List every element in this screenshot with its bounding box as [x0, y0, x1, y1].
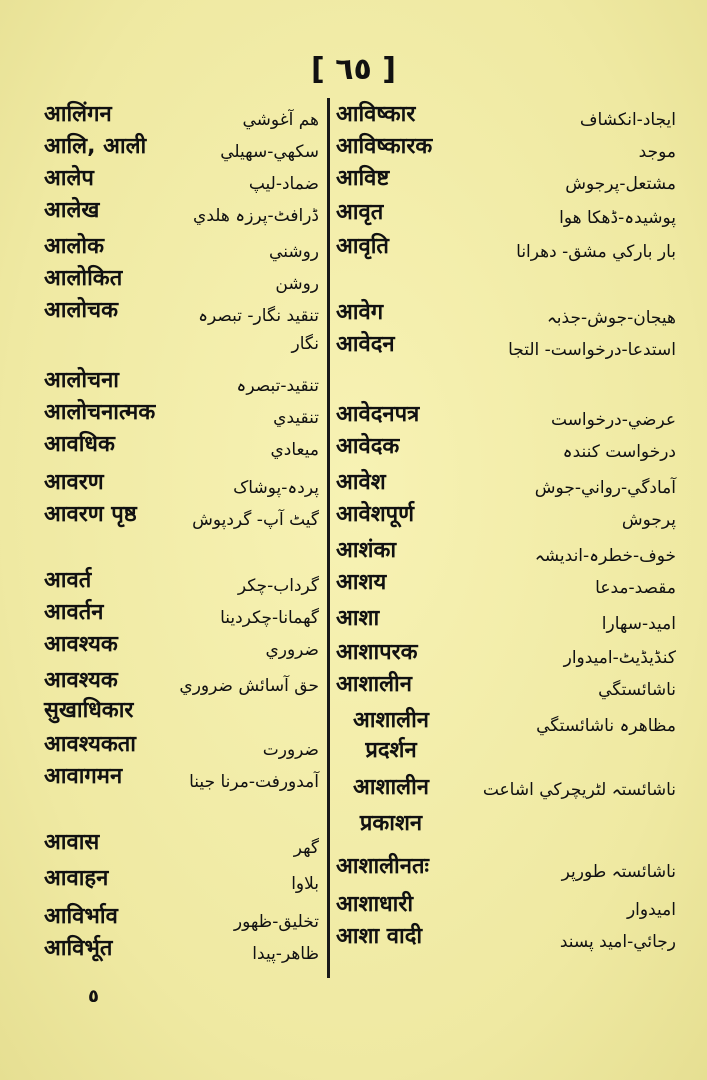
headword: आलोकित — [44, 266, 123, 291]
headword: आवृति — [336, 234, 389, 259]
translation: خوف-خطرہ-انديشہ — [534, 546, 676, 566]
headword: आशालीन — [336, 672, 412, 697]
translation: موجد — [638, 142, 676, 162]
column-divider — [327, 98, 330, 978]
translation: تنقيد نگار- تبصرہ نگار — [198, 306, 319, 354]
entry — [336, 604, 676, 638]
entry — [336, 670, 676, 706]
entry — [44, 264, 319, 296]
entry — [336, 568, 676, 604]
entry — [336, 468, 676, 500]
headword: आलिंगन — [44, 102, 112, 127]
headword: आवागमन — [44, 764, 123, 789]
headword: आवास — [44, 830, 100, 855]
translation: عرضي-درخواست — [551, 410, 676, 430]
translation: روشن — [275, 274, 319, 294]
headword: आशालीनतः — [336, 854, 429, 879]
headword: आलि, आली — [44, 134, 147, 159]
entry — [336, 536, 676, 568]
headword: आलोचक — [44, 298, 118, 323]
translation: هم آغوشي — [242, 110, 319, 130]
entry — [44, 296, 319, 366]
translation: رجائي-اميد پسند — [559, 932, 676, 952]
entry — [336, 132, 676, 164]
headword: आलेप — [44, 166, 94, 191]
translation: ضرورت — [262, 740, 319, 760]
entry — [336, 232, 676, 298]
translation: پردہ-پوشاک — [233, 478, 319, 498]
entry — [44, 232, 319, 264]
translation: آمدورفت-مرنا جينا — [189, 772, 319, 792]
headword: आशा वादी — [336, 924, 423, 949]
entry — [44, 730, 319, 762]
translation: استدعا-درخواست- التجا — [508, 340, 676, 360]
headword: आवेदनपत्र — [336, 402, 420, 427]
headword: आवश्यक सुखाधिकार — [44, 668, 134, 723]
translation: بلاوا — [291, 874, 319, 894]
headword: आवेदक — [336, 434, 400, 459]
entry — [44, 196, 319, 232]
entry — [336, 298, 676, 330]
entry — [44, 366, 319, 398]
translation: ناشائستہ طورپر — [561, 862, 676, 882]
entry — [336, 100, 676, 132]
headword: आविष्कारक — [336, 134, 433, 159]
translation: روشني — [269, 242, 319, 262]
headword: आशापरक — [336, 640, 418, 665]
headword: आवर्तन — [44, 600, 104, 625]
headword: आलेख — [44, 198, 100, 223]
headword: आलोचना — [44, 368, 119, 393]
entry — [336, 164, 676, 198]
page-number: [ ٦٥ ] — [311, 52, 396, 87]
headword: आशा — [336, 606, 380, 631]
entry — [44, 132, 319, 164]
headword: आविष्कार — [336, 102, 416, 127]
translation: کنڈيڈيٹ-اميدوار — [563, 648, 676, 668]
translation: مقصد-مدعا — [595, 578, 676, 598]
entry — [336, 198, 676, 232]
entry — [44, 164, 319, 196]
headword: आवधिक — [44, 432, 115, 457]
entry — [44, 598, 319, 630]
entry — [336, 400, 676, 432]
translation: تنقيدي — [273, 408, 319, 428]
translation: ضروري — [265, 640, 319, 660]
entry — [336, 852, 676, 890]
translation: ضماد-ليپ — [248, 174, 319, 194]
translation: ميعادي — [270, 440, 319, 460]
entry — [336, 890, 676, 922]
translation: حق آسائش ضروري — [179, 676, 319, 696]
headword: आवेदन — [336, 332, 395, 357]
translation: سکھي-سھيلي — [220, 142, 319, 162]
headword: आवेग — [336, 300, 384, 325]
entry — [336, 500, 676, 536]
footer-mark: ٥ — [88, 986, 99, 1007]
right-column — [336, 100, 676, 954]
entry — [44, 398, 319, 430]
translation: ناشائستگي — [598, 680, 676, 700]
translation: مشتعل-پرجوش — [565, 174, 676, 194]
translation: تنقيد-تبصرہ — [236, 376, 319, 396]
entry — [44, 902, 319, 934]
translation: مظاهرہ ناشائستگي — [536, 716, 676, 736]
entry — [336, 638, 676, 670]
headword: आशाधारी — [336, 892, 414, 917]
headword: आशय — [336, 570, 387, 595]
entry — [44, 468, 319, 500]
translation: گرداب-چکر — [237, 576, 319, 596]
headword: आशंका — [336, 538, 397, 563]
translation: پوشيدہ-ڈھکا ھوا — [559, 208, 676, 228]
headword: आवेशपूर्ण — [336, 502, 415, 527]
translation: آمادگي-رواني-جوش — [534, 478, 676, 498]
headword: आशालीन प्रकाशन — [353, 775, 429, 836]
entry — [44, 566, 319, 598]
entry — [44, 934, 319, 966]
entry — [44, 500, 319, 566]
entry — [336, 770, 676, 852]
headword: आशालीन प्रदर्शन — [353, 708, 429, 763]
entry — [44, 762, 319, 828]
translation: تخليق-ظهور — [233, 912, 319, 932]
headword: आविर्भूत — [44, 936, 113, 961]
translation: هيجان-جوش-جذبہ — [546, 308, 676, 328]
entry — [44, 666, 319, 730]
translation: اميد-سھارا — [601, 614, 676, 634]
headword: आविष्ट — [336, 166, 390, 191]
entry — [44, 630, 319, 666]
headword: आवृत — [336, 200, 384, 225]
headword: आवरण पृष्ठ — [44, 502, 137, 527]
entry — [44, 864, 319, 902]
translation: درخواست کنندہ — [562, 442, 676, 462]
translation: ڈرافٹ-پرزہ ھلدي — [193, 206, 319, 226]
entry — [336, 432, 676, 468]
translation: ايجاد-انکشاف — [579, 110, 676, 130]
headword: आवरण — [44, 470, 104, 495]
translation: گھر — [293, 838, 319, 858]
headword: आवाहन — [44, 866, 109, 891]
translation: ظاهر-پيدا — [252, 944, 319, 964]
entry — [44, 828, 319, 864]
headword: आवेश — [336, 470, 386, 495]
translation: اميدوار — [626, 900, 676, 920]
headword: आलोक — [44, 234, 104, 259]
translation: گيٹ آپ- گردپوش — [192, 510, 319, 530]
entry — [336, 922, 676, 954]
entry — [336, 706, 676, 770]
translation: بار بارکي مشق- دھرانا — [516, 242, 676, 262]
entry — [336, 330, 676, 400]
headword: आविर्भाव — [44, 904, 118, 929]
headword: आलोचनात्मक — [44, 400, 156, 425]
headword: आवर्त — [44, 568, 92, 593]
translation: پرجوش — [621, 510, 676, 530]
left-column — [44, 100, 319, 966]
headword: आवश्यक — [44, 632, 118, 657]
headword: आवश्यकता — [44, 732, 136, 757]
translation: گھمانا-چکردينا — [220, 608, 319, 628]
entry — [44, 430, 319, 468]
entry — [44, 100, 319, 132]
translation: ناشائستہ لٹريچرکي اشاعت — [482, 780, 676, 800]
